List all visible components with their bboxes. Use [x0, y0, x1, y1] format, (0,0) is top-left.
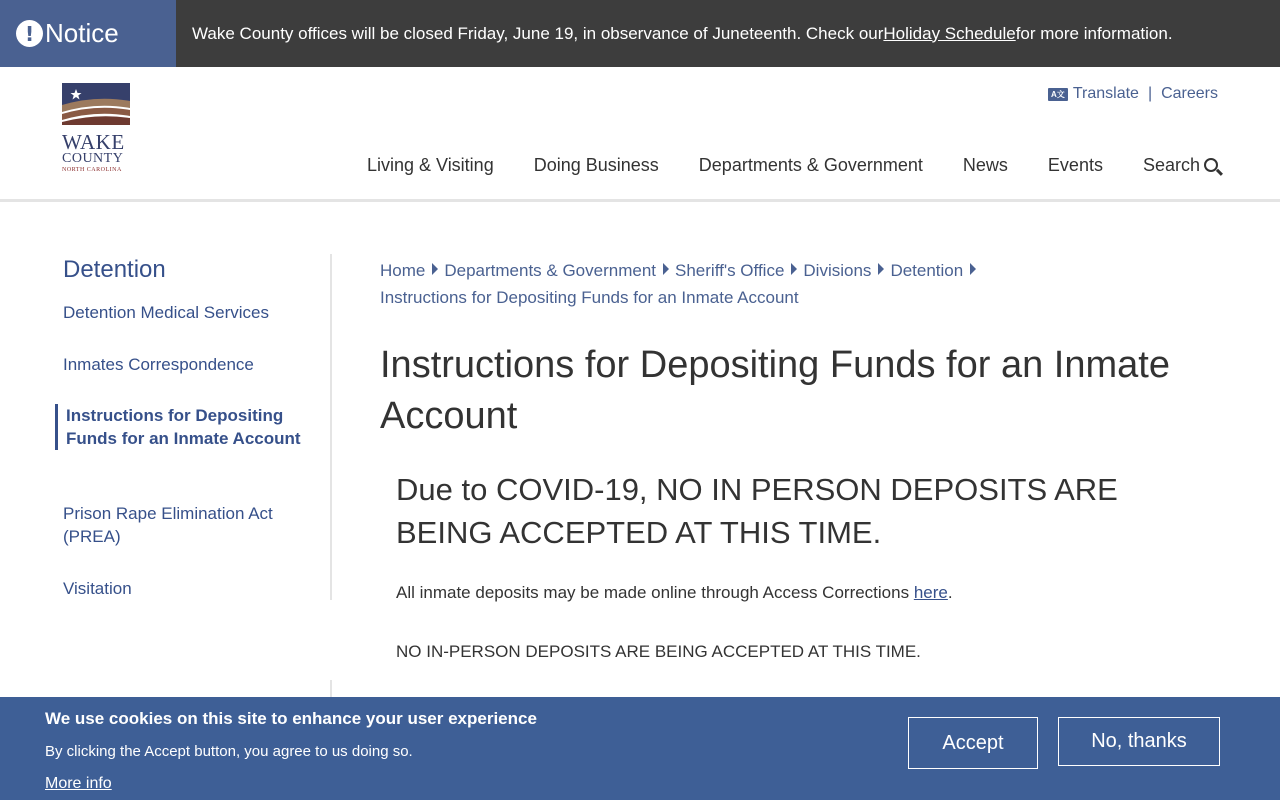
sidebar-item-visitation[interactable]: Visitation [63, 579, 132, 598]
notice-text-after: for more information. [1015, 23, 1173, 43]
translate-link[interactable]: Translate [1072, 85, 1139, 102]
sidebar-item-depositing-funds[interactable]: Instructions for Depositing Funds for an Inmate Account [55, 404, 315, 450]
notice-bar [0, 0, 1280, 67]
logo-wake: WAKE [62, 130, 125, 154]
site-header [0, 67, 1280, 202]
breadcrumb-arrow-icon [970, 263, 976, 275]
deposit-info-text: All inmate deposits may be made online through Access Corrections [396, 583, 914, 602]
sidebar-nav [48, 254, 332, 600]
cookie-title: We use cookies on this site to enhance your user experience [45, 709, 537, 728]
cookie-text: By clicking the Accept button, you agree to us doing so. [45, 743, 413, 760]
sidebar-title[interactable]: Detention [63, 256, 166, 283]
nav-item-departments-government[interactable]: Departments & Government [698, 155, 923, 175]
breadcrumb-sheriff[interactable]: Sheriff's Office [675, 261, 785, 280]
translate-icon: A文 [1048, 88, 1068, 101]
cookie-banner [0, 697, 1280, 800]
search-icon [1204, 158, 1218, 172]
logo-county: COUNTY [62, 151, 124, 166]
sidebar-item-prea[interactable]: Prison Rape Elimination Act (PREA) [63, 504, 273, 546]
page-title: Instructions for Depositing Funds for an Inmate Account [380, 344, 1170, 437]
covid-notice-heading: Due to COVID-19, NO IN PERSON DEPOSITS ARE BEING ACCEPTED AT THIS TIME. [396, 472, 1118, 550]
notice-label [0, 0, 176, 67]
utility-links [1048, 85, 1218, 103]
breadcrumb-detention[interactable]: Detention [890, 261, 964, 280]
breadcrumb-arrow-icon [432, 263, 438, 275]
holiday-schedule-link[interactable]: Holiday Schedule [883, 23, 1016, 43]
deposit-info-period: . [947, 583, 953, 602]
breadcrumb [380, 257, 1200, 311]
wake-county-logo[interactable] [62, 83, 132, 173]
notice-text-before: Wake County offices will be closed Friday, June 19, in observance of Juneteenth. Check our [192, 23, 884, 43]
breadcrumb-home[interactable]: Home [380, 261, 426, 280]
breadcrumb-arrow-icon [878, 263, 884, 275]
nav-item-doing-business[interactable]: Doing Business [533, 155, 659, 175]
breadcrumb-departments[interactable]: Departments & Government [444, 261, 657, 280]
breadcrumb-arrow-icon [791, 263, 797, 275]
alert-icon: ! [16, 20, 43, 47]
breadcrumb-divisions[interactable]: Divisions [803, 261, 872, 280]
sidebar-item-inmates-correspondence[interactable]: Inmates Correspondence [63, 355, 254, 374]
careers-link[interactable]: Careers [1161, 85, 1218, 102]
notice-message [176, 0, 1173, 67]
logo-flag-icon [62, 83, 130, 125]
cookie-more-info-link[interactable]: More info [45, 775, 112, 792]
nav-item-events[interactable]: Events [1047, 155, 1103, 175]
sidebar-item-detention-medical[interactable]: Detention Medical Services [63, 303, 269, 322]
search-label: Search [1142, 155, 1200, 175]
deposit-info-paragraph [396, 583, 953, 603]
notice-title: Notice [45, 18, 119, 48]
decline-cookies-button[interactable]: No, thanks [1058, 717, 1220, 766]
breadcrumb-arrow-icon [663, 263, 669, 275]
breadcrumb-current[interactable]: Instructions for Depositing Funds for an Inmate Account [380, 288, 799, 307]
access-corrections-link[interactable]: here [913, 583, 948, 602]
logo-state: NORTH CAROLINA [62, 167, 122, 173]
nav-search-button[interactable] [1143, 155, 1218, 176]
main-nav [327, 155, 1218, 176]
nav-item-news[interactable]: News [962, 155, 1008, 175]
utility-separator: | [1147, 85, 1153, 102]
no-in-person-paragraph: NO IN-PERSON DEPOSITS ARE BEING ACCEPTED AT THIS TIME. [396, 642, 921, 661]
accept-cookies-button[interactable]: Accept [908, 717, 1038, 769]
nav-item-living-visiting[interactable]: Living & Visiting [366, 155, 494, 175]
